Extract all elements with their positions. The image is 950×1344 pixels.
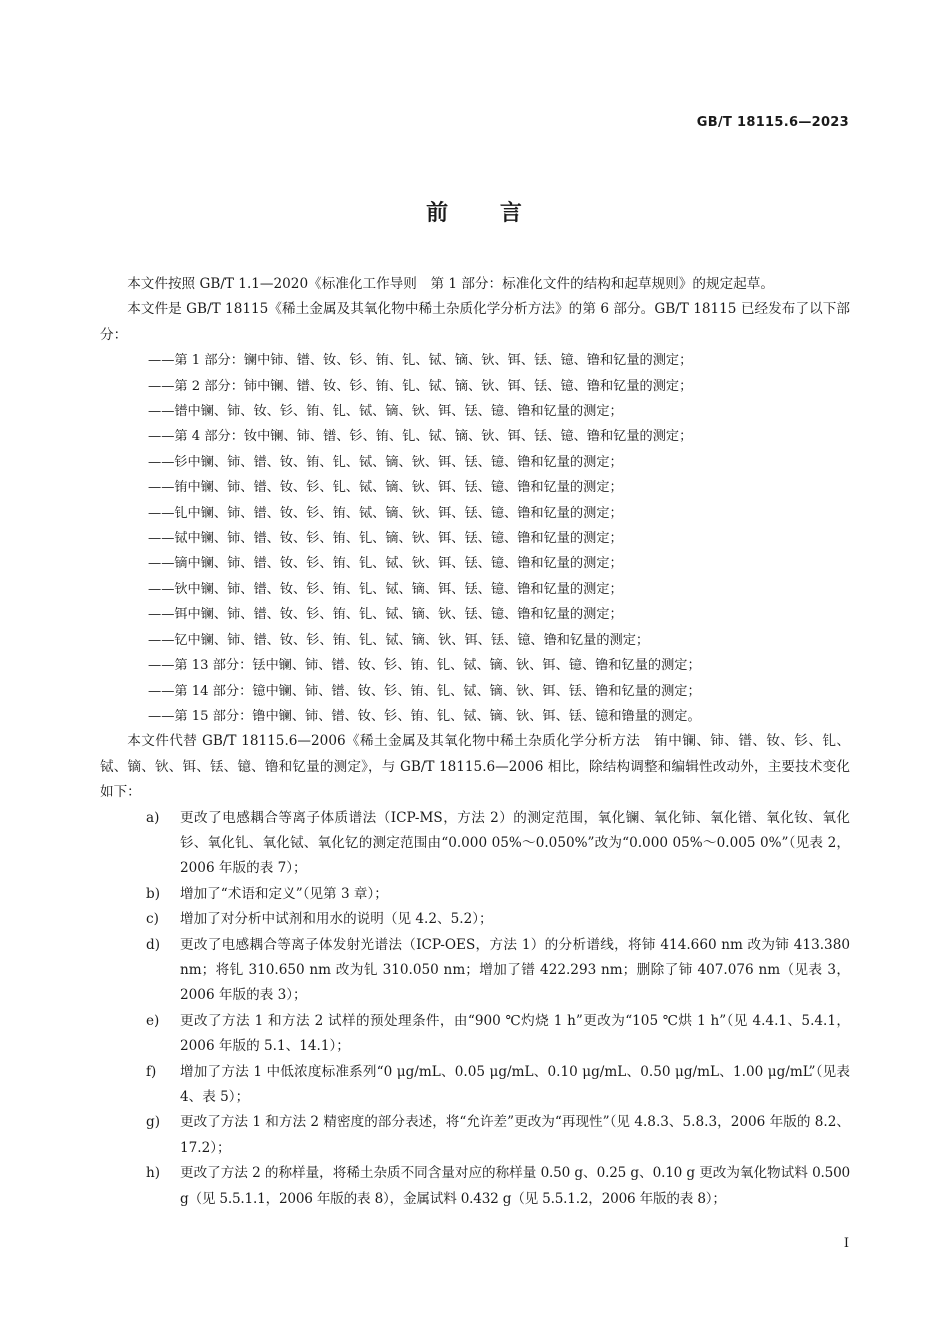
list-item: ——第 4 部分：钕中镧、铈、镨、钐、铕、钆、铽、镝、钬、铒、铥、镱、镥和钇量的测定； xyxy=(148,429,693,445)
paragraph-replacement: 本文件代替 GB/T 18115.6—2006《稀土金属及其氧化物中稀土杂质化学分析方法 铕中镧、铈、镨、钕、钐、钆、铽、镝、钬、铒、铥、镱、镥和钇量的测定》，与 GB/T 18115.6—2006 相比，除结构调整和编辑性改动外，主要技术变化如下： xyxy=(100,733,850,801)
change-label: g) xyxy=(146,1114,161,1131)
list-item: ——钇中镧、铈、镨、钕、钐、铕、钆、铽、镝、钬、铒、铥、镱、镥和钇量的测定； xyxy=(148,632,650,648)
changes-list xyxy=(100,806,850,1213)
list-item: ——第 1 部分：镧中铈、镨、钕、钐、铕、钆、铽、镝、钬、铒、铥、镱、镥和钇量的测定； xyxy=(148,353,693,369)
list-item: ——钬中镧、铈、镨、钕、钐、铕、钆、铽、镝、铒、铥、镱、镥和钇量的测定； xyxy=(148,581,623,597)
standard-code: GB/T 18115.6—2023 xyxy=(696,115,849,130)
list-item: ——钆中镧、铈、镨、钕、钐、铕、铽、镝、钬、铒、铥、镱、镥和钇量的测定； xyxy=(148,505,623,521)
change-text: 更改了电感耦合等离子体发射光谱法（ICP-OES，方法 1）的分析谱线，将铈 414.660 nm 改为铈 413.380 nm；将钆 310.650 nm 改为钆 310.050 nm；增加了镨 422.293 nm；删除了铈 407.076 nm（见表 3，2006 年版的表 3）； xyxy=(180,936,850,1004)
change-label: d) xyxy=(146,936,161,953)
change-label: b) xyxy=(146,885,161,902)
change-text: 增加了“术语和定义”（见第 3 章）； xyxy=(180,885,388,902)
change-item xyxy=(146,1060,850,1111)
list-item: ——第 2 部分：铈中镧、镨、钕、钐、铕、钆、铽、镝、钬、铒、铥、镱、镥和钇量的测定； xyxy=(148,378,693,394)
page-number: Ⅰ xyxy=(843,1236,849,1251)
change-item xyxy=(146,933,850,1009)
change-item xyxy=(146,1161,850,1212)
parts-list xyxy=(100,348,850,729)
change-text: 更改了方法 2 的称样量，将稀土杂质不同含量对应的称样量 0.50 g、0.25 g、0.10 g 更改为氧化物试料 0.500 g（见 5.5.1.1，2006 年版的表 8），金属试料 0.432 g（见 5.5.1.2，2006 年版的表 8）； xyxy=(180,1165,850,1207)
paragraph-drafting-basis: 本文件按照 GB/T 1.1—2020《标准化工作导则 第 1 部分：标准化文件的结构和起草规则》的规定起草。 xyxy=(127,276,774,292)
change-label: a) xyxy=(146,809,160,826)
change-label: f) xyxy=(146,1063,157,1080)
change-label: h) xyxy=(146,1165,161,1182)
list-item: ——镨中镧、铈、钕、钐、铕、钆、铽、镝、钬、铒、铥、镱、镥和钇量的测定； xyxy=(148,404,623,420)
page-title: 前 言 xyxy=(426,201,524,226)
list-item: ——第 13 部分：铥中镧、铈、镨、钕、钐、铕、钆、铽、镝、钬、铒、镱、镥和钇量的测定； xyxy=(148,658,701,674)
change-text: 更改了电感耦合等离子体质谱法（ICP-MS，方法 2）的测定范围，氧化镧、氧化铈、氧化镨、氧化钕、氧化钐、氧化钆、氧化铽、氧化钇的测定范围由“0.000 05%～0.050%”改为“0.000 05%～0.005 0%”（见表 2，2006 年版的表 7）； xyxy=(180,809,850,877)
list-item: ——铕中镧、铈、镨、钕、钐、钆、铽、镝、钬、铒、铥、镱、镥和钇量的测定； xyxy=(148,480,623,496)
list-item: ——第 15 部分：镥中镧、铈、镨、钕、钐、铕、钆、铽、镝、钬、铒、铥、镱和镥量的测定。 xyxy=(148,708,701,724)
list-item: ——铒中镧、铈、镨、钕、钐、铕、钆、铽、镝、钬、铥、镱、镥和钇量的测定； xyxy=(148,607,623,623)
change-text: 增加了对分析中试剂和用水的说明（见 4.2、5.2）； xyxy=(180,911,493,928)
change-label: e) xyxy=(146,1012,160,1029)
list-item: ——钐中镧、铈、镨、钕、铕、钆、铽、镝、钬、铒、铥、镱、镥和钇量的测定； xyxy=(148,454,623,470)
change-text: 更改了方法 1 和方法 2 精密度的部分表述，将“允许差”更改为“再现性”（见 4.8.3、5.8.3，2006 年版的 8.2、17.2）； xyxy=(180,1114,850,1156)
change-label: c) xyxy=(146,911,159,928)
change-item xyxy=(146,907,850,932)
paragraph-part-overview: 本文件是 GB/T 18115《稀土金属及其氧化物中稀土杂质化学分析方法》的第 6 部分。GB/T 18115 已经发布了以下部分： xyxy=(100,301,850,343)
change-text: 增加了方法 1 中低浓度标准系列“0 μg/mL、0.05 μg/mL、0.10 μg/mL、0.50 μg/mL、1.00 μg/mL”（见表 4、表 5）； xyxy=(180,1063,850,1105)
change-item xyxy=(146,1110,850,1161)
change-text: 更改了方法 1 和方法 2 试样的预处理条件，由“900 ℃灼烧 1 h”更改为“105 ℃烘 1 h”（见 4.4.1、5.4.1，2006 年版的 5.1、14.1）； xyxy=(180,1012,850,1055)
list-item: ——第 14 部分：镱中镧、铈、镨、钕、钐、铕、钆、铽、镝、钬、铒、铥、镥和钇量的测定； xyxy=(148,683,701,699)
list-item: ——镝中镧、铈、镨、钕、钐、铕、钆、铽、钬、铒、铥、镱、镥和钇量的测定； xyxy=(148,556,623,572)
list-item: ——铽中镧、铈、镨、钕、钐、铕、钆、镝、钬、铒、铥、镱、镥和钇量的测定； xyxy=(148,531,623,547)
change-item xyxy=(146,882,850,907)
change-item xyxy=(146,806,850,882)
change-item xyxy=(146,1009,850,1060)
document-body xyxy=(100,272,850,1212)
